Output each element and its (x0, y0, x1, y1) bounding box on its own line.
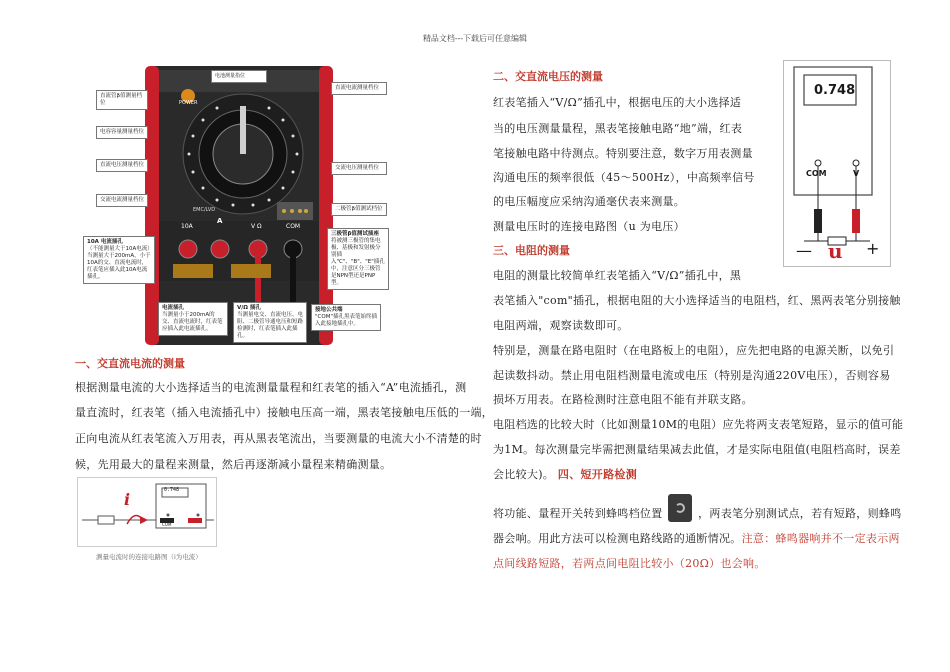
voltage-line-2: 当的电压测量量程，黑表笔接触电路“地”端，红表 (493, 122, 743, 135)
callout-hfe-socket-body: 将被测三极管的集电极、基极和发射极分别插入"C"、"B"、"E"插孔中，注意区分三极管是NPN型还是PNP型。 (331, 238, 385, 286)
voltage-circuit-diagram (783, 60, 891, 267)
jack-label-10a: 10A (181, 223, 193, 230)
open-short-line-2a: 器会响。用此方法可以检测电路线路的通断情况。 (493, 532, 742, 545)
current-circuit-display: 0.748 (164, 487, 180, 493)
current-circuit-i: i (124, 490, 131, 509)
callout-10a-body: （不能测量大于10A电流）当测量大于200mA，小于10A的交、直流电流时，红表笔应插入此10A电流插孔。 (87, 246, 151, 280)
heading-resistance: 三、电阻的测量 (493, 244, 570, 257)
voltage-display-value: 0.748 (814, 83, 856, 98)
callout-diode: 二极管β值测试档位 (331, 203, 387, 216)
jack-label-a: A (217, 217, 223, 225)
current-line-2: 量直流时，红表笔（插入电流插孔中）接触电压高一端，黑表笔接触电压低的一端， (75, 406, 494, 419)
current-circuit-com: COM (162, 522, 172, 527)
current-line-4: 候，先用最大的量程来测量，然后再逐渐减小量程来精确测量。 (75, 458, 392, 471)
resistance-line-5: 起读数抖动。禁止用电阻档测量电流或电压（特别是沟通220V电压），否则容易 (493, 369, 891, 382)
current-circuit-diagram (77, 477, 217, 547)
callout-ac-voltage: 交流电压测量档位 (331, 162, 387, 175)
resistance-line-8: 为1M。每次测量完毕需把测量结果减去此值，才是实际电阻值(电阻档高时，误差 (493, 443, 901, 456)
power-label: POWER (179, 100, 198, 106)
buzzer-icon (668, 494, 692, 522)
current-circuit-caption: 测量电流时的连接电路图（i为电流） (96, 553, 202, 561)
page-header: 精品文档---下载后可任意编辑 (422, 34, 528, 43)
callout-a-title: 电流插孔 (162, 305, 185, 311)
current-circuit-svg (78, 478, 218, 548)
callout-ac-current: 交流电流测量档位 (96, 194, 148, 207)
heading-ac-dc-voltage: 二、交直流电压的测量 (493, 70, 603, 83)
voltage-com-label: COM (806, 169, 827, 178)
callout-capacitance: 电容容量测量档位 (96, 126, 148, 139)
callout-com-jack (311, 304, 381, 331)
voltage-line-4: 沟通电压的频率很低（45～500Hz），中高频率信号 (493, 171, 755, 184)
voltage-line-5: 的电压幅度应采纳沟通毫伏表来测量。 (493, 195, 686, 208)
callout-dc-current: 直流电流测量档位 (331, 82, 387, 95)
open-short-line-1b: ，两表笔分别测试点，若有短路，则蜂鸣 (698, 507, 902, 520)
resistance-line-6: 损坏万用表。在路检测时注意电阻不能有并联支路。 (493, 393, 753, 406)
heading-ac-dc-current: 一、交直流电流的测量 (75, 357, 185, 370)
resistance-line-2: 表笔插入"com"插孔，根据电阻的大小选择适当的电阻档，红、黑两表笔分别接触 (493, 294, 901, 307)
current-line-3: 正向电流从红表笔流入万用表，再从黑表笔流出，当要测量的电流大小不清楚的时 (75, 432, 482, 445)
callout-v-title: V/Ω 插孔 (237, 305, 261, 311)
callout-dc-voltage: 直流电压测量档位 (96, 159, 148, 172)
callout-hfe-socket (327, 228, 389, 290)
open-short-line-1 (493, 505, 902, 522)
jack-label-com: COM (286, 223, 301, 230)
voltage-u-label: u (828, 239, 843, 263)
voltage-minus-label: — (796, 241, 812, 260)
heading-open-short: 四、短开路检测 (557, 468, 637, 481)
callout-a-jack (158, 302, 228, 336)
voltage-line-3: 笔接触电路中待测点。特别要注意，数字万用表测量 (493, 147, 753, 160)
open-short-line-1a: 将功能、量程开关转到蜂鸣档位置 (493, 507, 663, 520)
current-line-1: 根据测量电流的大小选择适当的电流测量量程和红表笔的插入“A”电流插孔，测 (75, 381, 467, 394)
resistance-line-3: 电阻两端，观察读数即可。 (493, 319, 629, 332)
voltage-line-6: 测量电压时的连接电路图（u 为电压） (493, 220, 685, 233)
callout-com-body: "COM"插孔黑表笔始终插入此接地插孔中。 (315, 314, 377, 327)
resistance-line-9-text: 会比较大)。 (493, 468, 555, 481)
voltage-plus-label: + (866, 239, 880, 258)
multimeter-figure (87, 66, 395, 345)
jack-label-v: V Ω (251, 223, 262, 230)
open-short-line-3: 点间线路短路，若两点间电阻比较小（20Ω）也会响。 (493, 557, 766, 570)
voltage-line-1: 红表笔插入“V/Ω”插孔中，根据电压的大小选择适 (493, 96, 742, 109)
brand-label: EMC/LVD (193, 207, 216, 213)
voltage-v-label: V (853, 169, 860, 178)
callout-10a-jack (83, 236, 155, 284)
resistance-line-4: 特别是，测量在路电阻时（在电路板上的电阻），应先把电路的电源关断，以免引 (493, 344, 895, 357)
open-short-line-2 (493, 530, 900, 546)
callout-com-title: 接地公共端 (315, 307, 343, 313)
callout-hfe-socket-title: 三极管β值测试插座 (331, 231, 379, 237)
open-short-note-start: 注意：蜂鸣器响并不一定表示两 (741, 532, 900, 545)
callout-a-body: 当测量小于200mA的交、直流电流时，红表笔应插入此电流插孔。 (162, 312, 223, 332)
callout-hfe: 直流管β值测量档位 (96, 90, 148, 110)
resistance-line-7: 电阻档选的比较大时（比如测量10M的电阻）应先将两支表笔短路，显示的值可能 (493, 418, 904, 431)
callout-v-jack (233, 302, 307, 343)
callout-v-body: 当测量电交、直流电压、电阻、二极管导通电压和短路检测时，红表笔插入此插孔。 (237, 312, 304, 339)
resistance-line-1: 电阻的测量比较简单红表笔插入“V/Ω”插孔中，黑 (493, 269, 742, 282)
callout-10a-title: 10A 电流插孔 (87, 239, 123, 245)
resistance-line-9 (493, 466, 637, 482)
top-label: 电池测量指位 (211, 70, 267, 83)
